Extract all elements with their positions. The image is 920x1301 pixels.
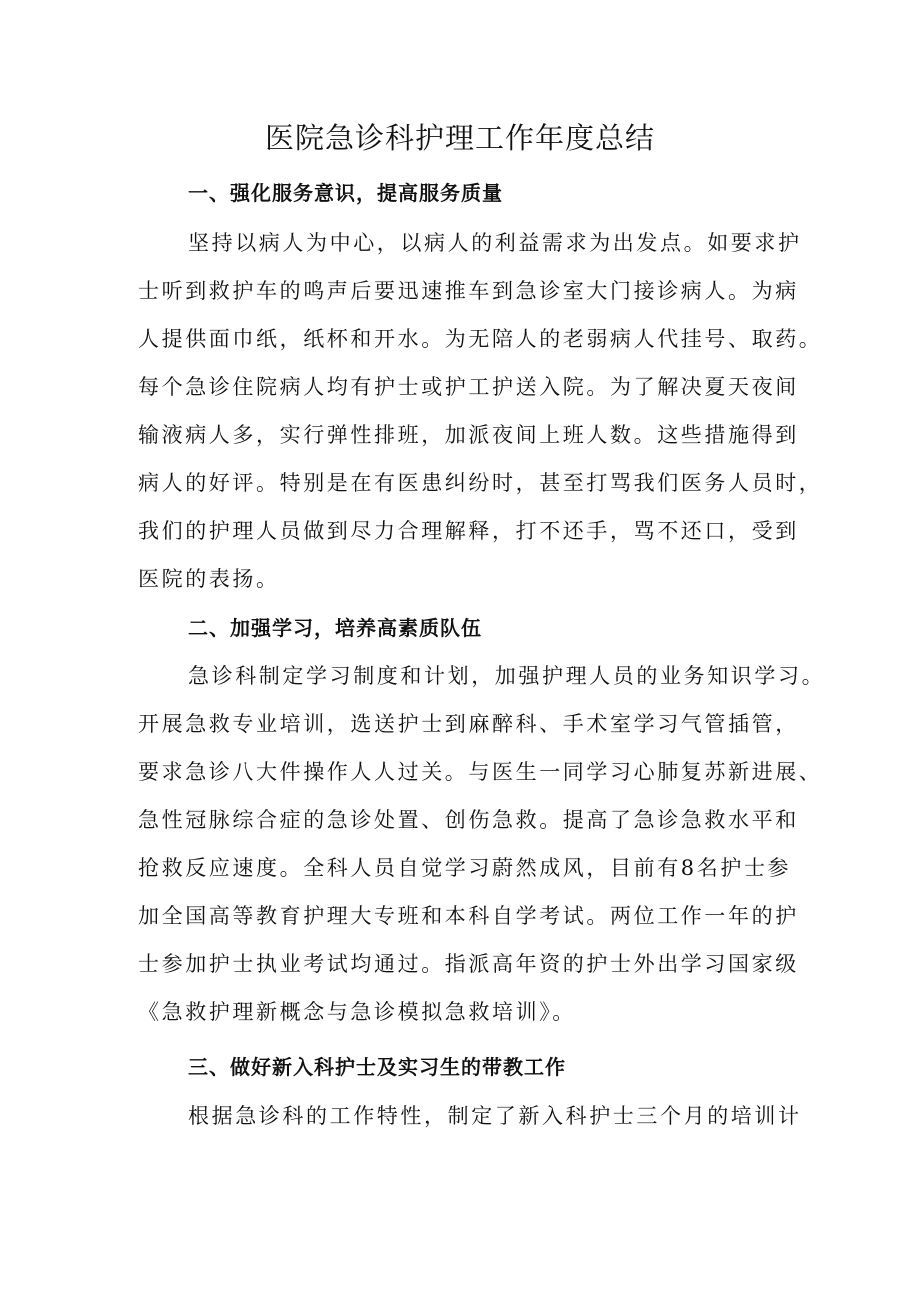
section-heading: 二、加强学习，培养高素质队伍 bbox=[188, 616, 482, 640]
paragraph-line: 要求急诊八大件操作人人过关。与医生一同学习心肺复苏新进展、 bbox=[138, 760, 823, 784]
paragraph-line: 每个急诊住院病人均有护士或护工护送入院。为了解决夏天夜间 bbox=[138, 375, 799, 399]
paragraph-line: 士听到救护车的鸣声后要迅速推车到急诊室大门接诊病人。为病 bbox=[138, 279, 799, 303]
paragraph-line: 《急救护理新概念与急诊模拟急救培训》。 bbox=[138, 1000, 576, 1024]
paragraph-line: 根据急诊科的工作特性，制定了新入科护士三个月的培训计 bbox=[188, 1104, 802, 1128]
paragraph-line: 我们的护理人员做到尽力合理解释，打不还手，骂不还口，受到 bbox=[138, 519, 799, 543]
paragraph-line: 加全国高等教育护理大专班和本科自学考试。两位工作一年的护 bbox=[138, 904, 799, 928]
paragraph-line: 开展急救专业培训，选送护士到麻醉科、手术室学习气管插管， bbox=[138, 712, 799, 736]
paragraph-line: 坚持以病人为中心，以病人的利益需求为出发点。如要求护 bbox=[188, 231, 802, 255]
paragraph-line: 士参加护士执业考试均通过。指派高年资的护士外出学习国家级 bbox=[138, 952, 799, 976]
paragraph-line: 急性冠脉综合症的急诊处置、创伤急救。提高了急诊急救水平和 bbox=[138, 808, 799, 832]
section-heading: 一、强化服务意识，提高服务质量 bbox=[188, 181, 503, 205]
paragraph-line: 病人的好评。特别是在有医患纠纷时，甚至打骂我们医务人员时， bbox=[138, 471, 823, 495]
paragraph-line: 人提供面巾纸，纸杯和开水。为无陪人的老弱病人代挂号、取药。 bbox=[138, 327, 823, 351]
paragraph-line: 急诊科制定学习制度和计划，加强护理人员的业务知识学习。 bbox=[188, 664, 826, 688]
paragraph-line: 输液病人多，实行弹性排班，加派夜间上班人数。这些措施得到 bbox=[138, 423, 799, 447]
paragraph-line: 抢救反应速度。全科人员自觉学习蔚然成风，目前有8名护士参 bbox=[138, 856, 792, 880]
section-heading: 三、做好新入科护士及实习生的带教工作 bbox=[188, 1055, 566, 1079]
document-title: 医院急诊科护理工作年度总结 bbox=[264, 121, 655, 155]
paragraph-line: 医院的表扬。 bbox=[138, 567, 280, 591]
